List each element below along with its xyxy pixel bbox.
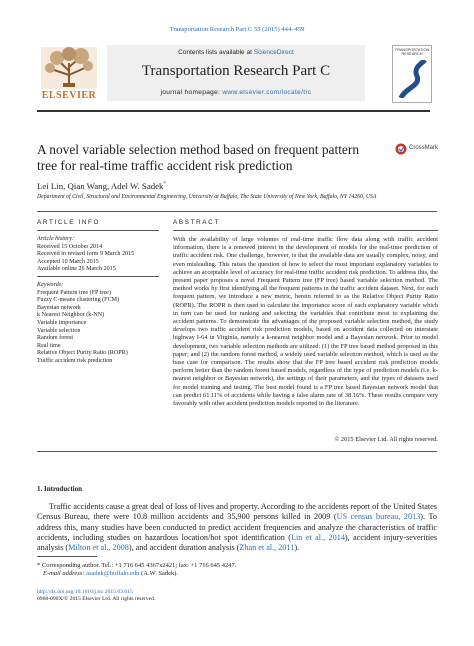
citation-link[interactable]: Milton et al., 2008	[68, 543, 129, 553]
homepage-prefix: journal homepage:	[160, 89, 223, 96]
masthead-rule	[37, 110, 430, 112]
article-title: A novel variable selection method based on frequent pattern tree for real-time traffic accident risk prediction	[37, 142, 360, 173]
journal-homepage-line	[107, 89, 365, 96]
issn-line: 0968-090X/© 2015 Elsevier Ltd. All rights reserved.	[37, 596, 156, 602]
section-rule-top	[37, 211, 437, 212]
publisher-wordmark: ELSEVIER	[41, 90, 97, 101]
keyword-item: Frequent Pattern tree (FP tree)	[37, 289, 111, 296]
introduction-paragraph	[37, 502, 437, 553]
keywords-rule	[37, 276, 159, 277]
crossmark-badge[interactable]	[395, 142, 439, 156]
citation-link[interactable]: Lin et al., 2014	[291, 532, 345, 542]
email-link[interactable]: asadek@buffalo.edu	[86, 570, 140, 578]
intro-text-segment: ). To address this, many studies have been conducted to predict accident frequencies and analyze the characteristics of traffic accidents, including studies on hazardous location/hot spot identification (	[37, 512, 437, 542]
keyword-item: Bayesian network	[37, 304, 81, 311]
history-item: Received 15 October 2014	[37, 243, 103, 250]
abstract-body: With the availability of large volumes of real-time traffic flow data along with traffic accident information, there is a renewed interest in the development of models for the real-time prediction of traffic accident risk. One challenge, however, is that the available data are usually complex, noisy, and even misleading. This raises the question of how to select the most important explanatory variables to achieve an acceptable level of accuracy for real-time traffic accident risk prediction. To address this, the present paper proposes a novel Frequent Pattern tree (FP tree) based variable selection method. The method works by first identifying all the frequent patterns in the traffic accident dataset. Next, for each frequent pattern, we introduce a new metric, herein referred to as the Relative Object Purity Ratio (ROPR). The ROPR is then used to calculate the importance score of each explanatory variable which in turn can be used for ranking and selecting the variables that contribute most to explaining the accident patterns. To demonstrate the advantages of the proposed variable selection method, the study develops two traffic accident risk prediction models, based on accident data collected on interstate highway I-64 in Virginia, namely a k-nearest neighbor model and a Bayesian network. Prior to model development, two variable selection methods are utilized: (1) the FP tree based method proposed in this paper; and (2) the random forest method, a widely used variable selection method, which is used as the base case for comparison. The results show that the FP tree based accident risk prediction models perform better than the random forest based models, regardless of the type of prediction models (i.e. k-nearest neighbor or Bayesian network), the settings of their parameters, and the types of datasets used for model training and testing. The best model found is a FP tree based Bayesian network model that can predict 61.11% of accidents while having a false alarm rate of 38.16%. These results compare very favorably with other accident prediction models reported in the literature.	[173, 236, 438, 408]
article-info-rule	[37, 230, 159, 231]
introduction-heading: 1. Introduction	[37, 485, 82, 493]
footnote-rule	[37, 556, 97, 557]
keyword-item: Variable selection	[37, 327, 81, 334]
homepage-link[interactable]: www.elsevier.com/locate/trc	[222, 89, 312, 96]
history-item: Available online 26 March 2015	[37, 266, 116, 273]
corresponding-author-text: Corresponding author. Tel.: +1 716 645 4367x2421; fax: +1 716 645 4247.	[41, 562, 237, 569]
email-label: E-mail address:	[43, 570, 85, 578]
intro-text-segment: ), and accident duration analysis (	[128, 543, 240, 553]
cover-title: TRANSPORTATION RESEARCH	[394, 48, 430, 57]
contents-line	[107, 49, 365, 56]
keywords	[37, 282, 157, 366]
abstract-rule	[173, 230, 438, 231]
journal-cover-thumbnail[interactable]	[392, 45, 432, 103]
intro-text-segment: ).	[294, 543, 300, 553]
abstract-copyright: © 2015 Elsevier Ltd. All rights reserved.	[334, 436, 438, 443]
keyword-item: Random forest	[37, 335, 74, 342]
journal-masthead	[37, 45, 430, 107]
email-line	[37, 570, 437, 578]
running-head[interactable]: Transportation Research Part C 55 (2015) 444–459	[169, 26, 305, 33]
authors-text: Lei Lin, Qian Wang, Adel W. Sadek	[37, 181, 164, 191]
author-list	[37, 181, 166, 191]
history-label: Article history:	[37, 236, 75, 242]
footnote-mark: *	[37, 562, 41, 569]
journal-title: Transportation Research Part C	[141, 63, 331, 79]
section-rule-bottom	[37, 451, 437, 452]
citation-link[interactable]: US census bureau, 2013	[336, 512, 421, 522]
sciencedirect-link[interactable]: ScienceDirect	[253, 49, 294, 56]
crossmark-label: CrossMark	[409, 145, 439, 151]
author-affiliation: Department of Civil, Structural and Environmental Engineering, University at Buffalo, The State University of New York, Buffalo, NY 14260, USA	[37, 194, 377, 200]
author-footnote-mark[interactable]: *	[163, 181, 167, 188]
keywords-label: Keywords:	[37, 282, 64, 288]
history-item: Accepted 10 March 2015	[37, 258, 99, 265]
intro-text-segment: Traffic accidents cause a great deal of loss of lives and property. According to the accidents report of the United States Census Bureau, there were 10.8 million accidents and 35,900 persons killed in 2009 (	[37, 502, 437, 522]
doi-link[interactable]: http://dx.doi.org/10.1016/j.trc.2015.03.015	[37, 589, 133, 595]
abstract-heading: ABSTRACT	[173, 219, 220, 226]
article-info-heading: ARTICLE INFO	[37, 219, 101, 226]
keyword-item: Variable importance	[37, 319, 87, 326]
keyword-item: Fuzzy C-means clustering (FCM)	[37, 297, 120, 304]
citation-link[interactable]: Zhan et al., 2011	[239, 543, 295, 553]
history-item: Received in revised form 9 March 2015	[37, 251, 135, 258]
keyword-item: Real time	[37, 342, 61, 349]
crossmark-icon	[395, 143, 407, 155]
journal-banner	[107, 45, 365, 101]
footnote	[37, 562, 437, 578]
article-history	[37, 236, 157, 274]
keyword-item: Relative Object Purity Ratio (ROPR)	[37, 350, 128, 357]
email-suffix: (A.W. Sadek).	[141, 570, 179, 578]
corresponding-author-note	[37, 562, 437, 570]
page-footer	[37, 589, 437, 603]
cover-road-graphic	[397, 60, 427, 98]
keyword-item: k Nearest Neighbor (k-NN)	[37, 312, 105, 319]
contents-prefix: Contents lists available at	[178, 49, 252, 56]
keyword-item: Traffic accident risk prediction	[37, 357, 113, 364]
intro-text-segment: ), accident injury-severities analysis (	[37, 532, 438, 553]
